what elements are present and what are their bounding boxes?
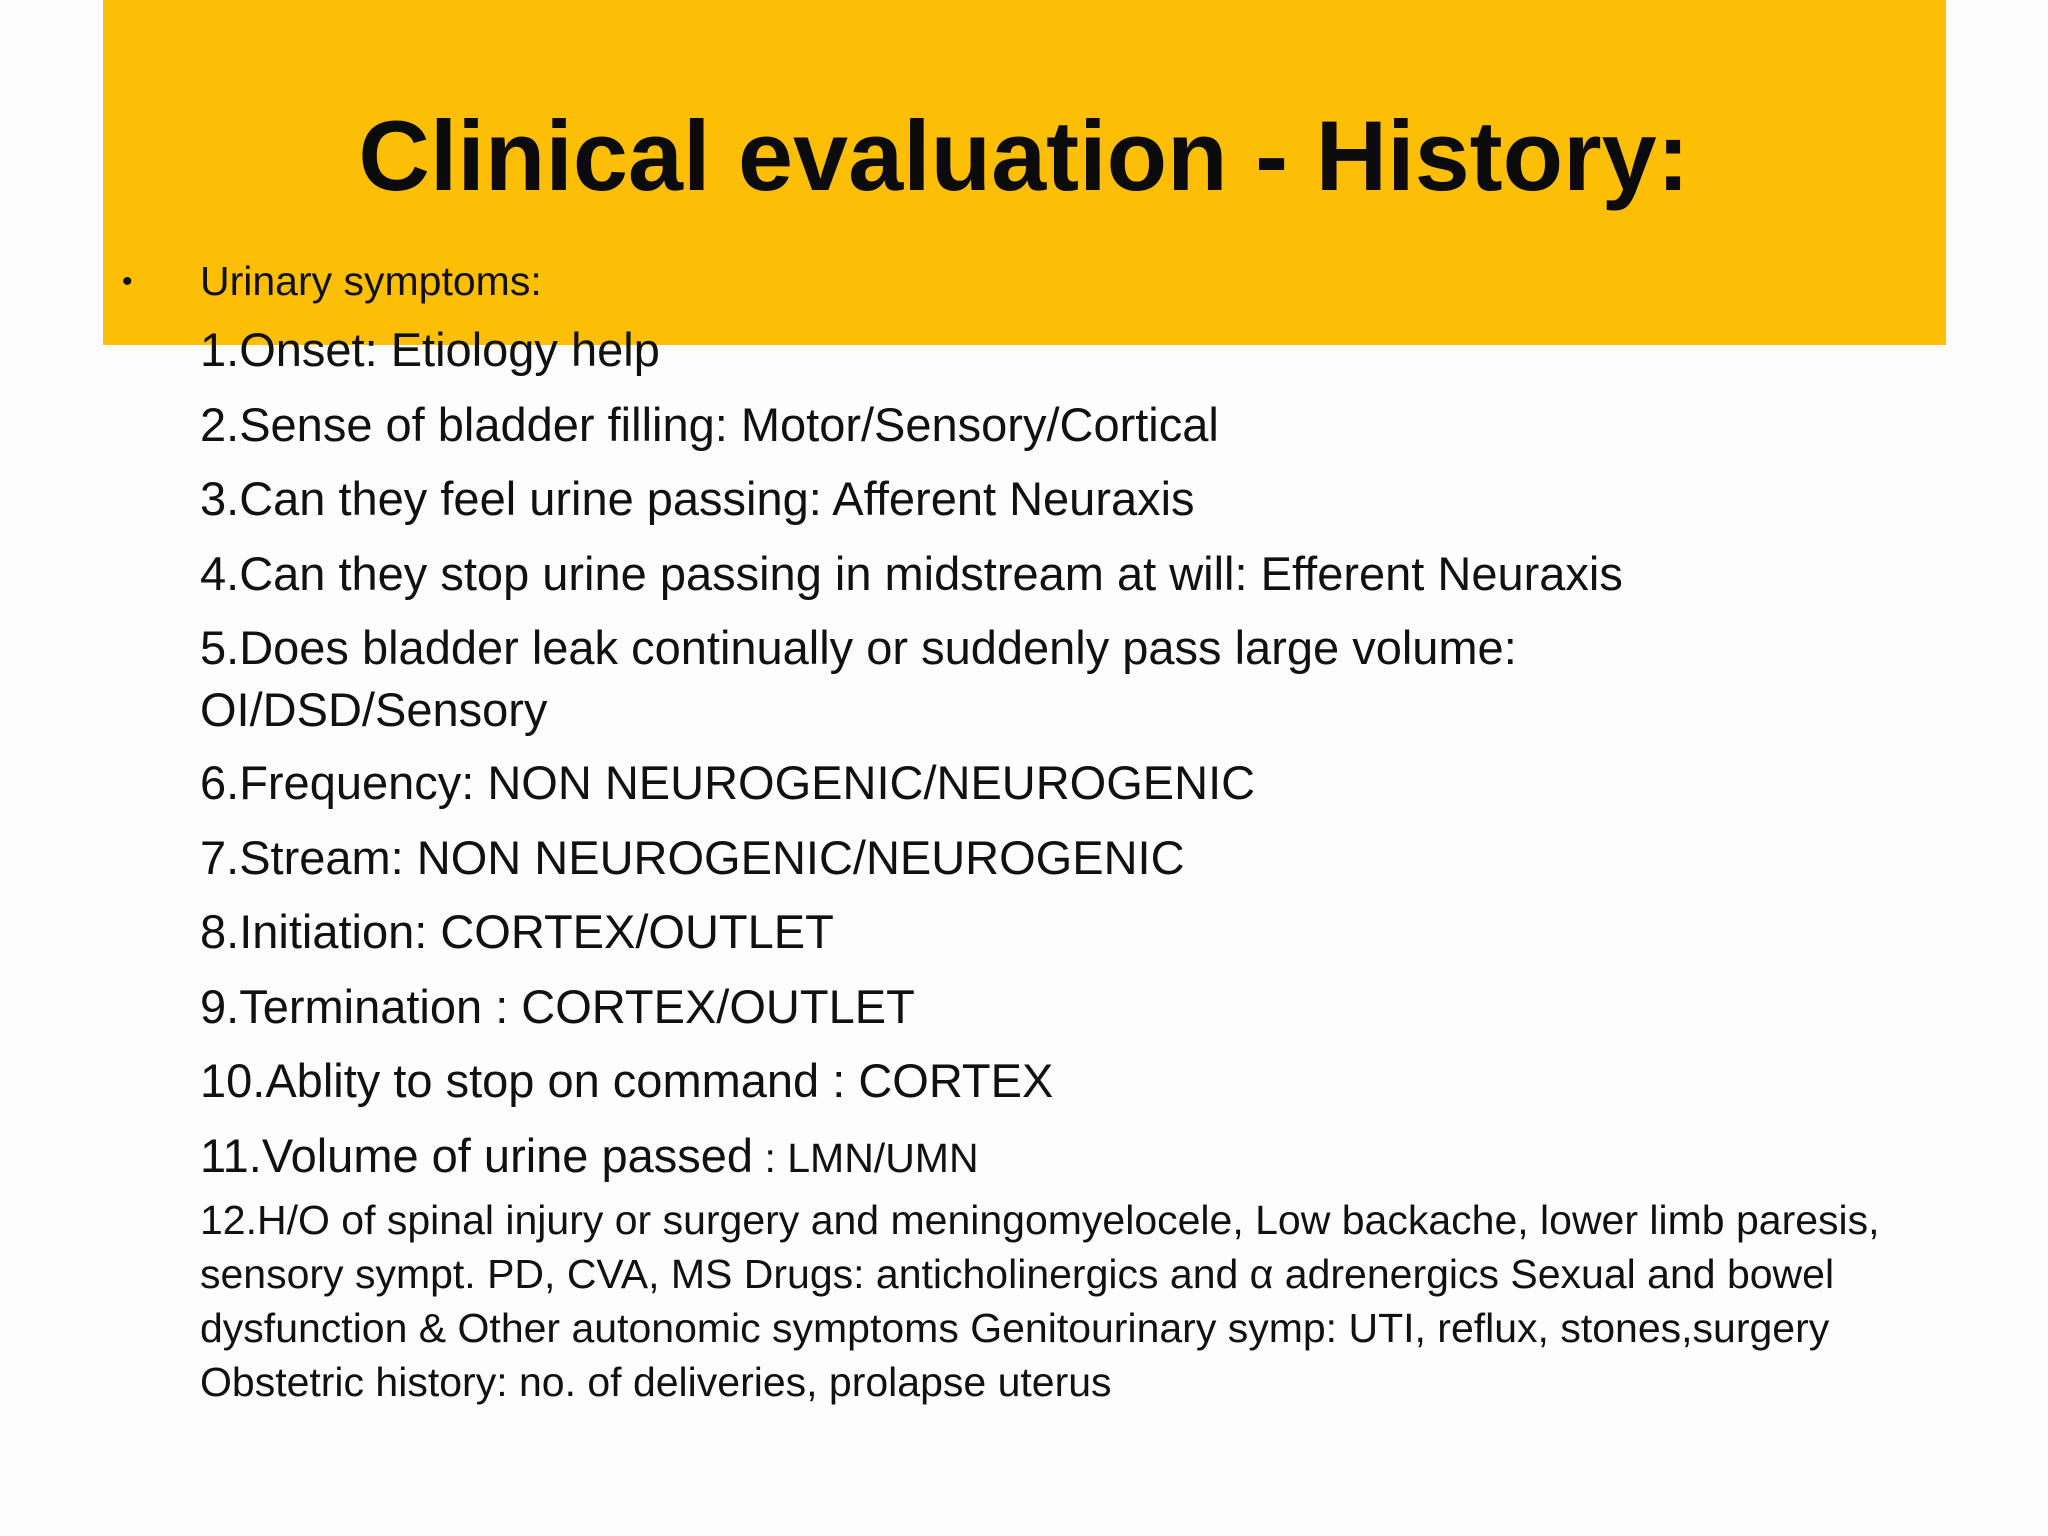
bullet-point: • [122,265,133,298]
list-item-suffix: : LMN/UMN [753,1135,979,1181]
list-item-text: 11.Volume of urine passed [200,1129,754,1182]
list-item: 2.Sense of bladder filling: Motor/Sensory/Cortical [200,398,1219,451]
list-item: 6.Frequency: NON NEUROGENIC/NEUROGENIC [200,756,1256,809]
list-item: 12.H/O of spinal injury or surgery and meningomyelocele, Low backache, lower limb paresis, sensory sympt. PD, CVA, MS Drugs: anticholinergics and α adrenergics Sexual and bowel dysfunction & Other autonomic symptoms Genitourinary symp: UTI, reflux, stones,surgery Obstetric history: no. of deliveries, prolapse uterus [200,1197,1880,1405]
list-item: 3.Can they feel urine passing: Afferent Neuraxis [200,472,1195,525]
list-item: 7.Stream: NON NEUROGENIC/NEUROGENIC [200,831,1185,884]
list-item: 10.Ablity to stop on command : CORTEX [200,1054,1054,1107]
list-item-line: OI/DSD/Sensory [200,683,548,736]
slide-title: Clinical evaluation - History: [358,100,1690,211]
list-item: 4.Can they stop urine passing in midstream at will: Efferent Neuraxis [200,547,1623,600]
list-item: 1.Onset: Etiology help [200,323,660,376]
list-item: 8.Initiation: CORTEX/OUTLET [200,905,834,958]
list-item-line: 5.Does bladder leak continually or suddenly pass large volume: [200,621,1517,674]
bullet-label: Urinary symptoms: [200,258,542,304]
list-item: 9.Termination : CORTEX/OUTLET [200,980,915,1033]
list-item [200,617,1517,741]
list-item [200,1125,979,1189]
